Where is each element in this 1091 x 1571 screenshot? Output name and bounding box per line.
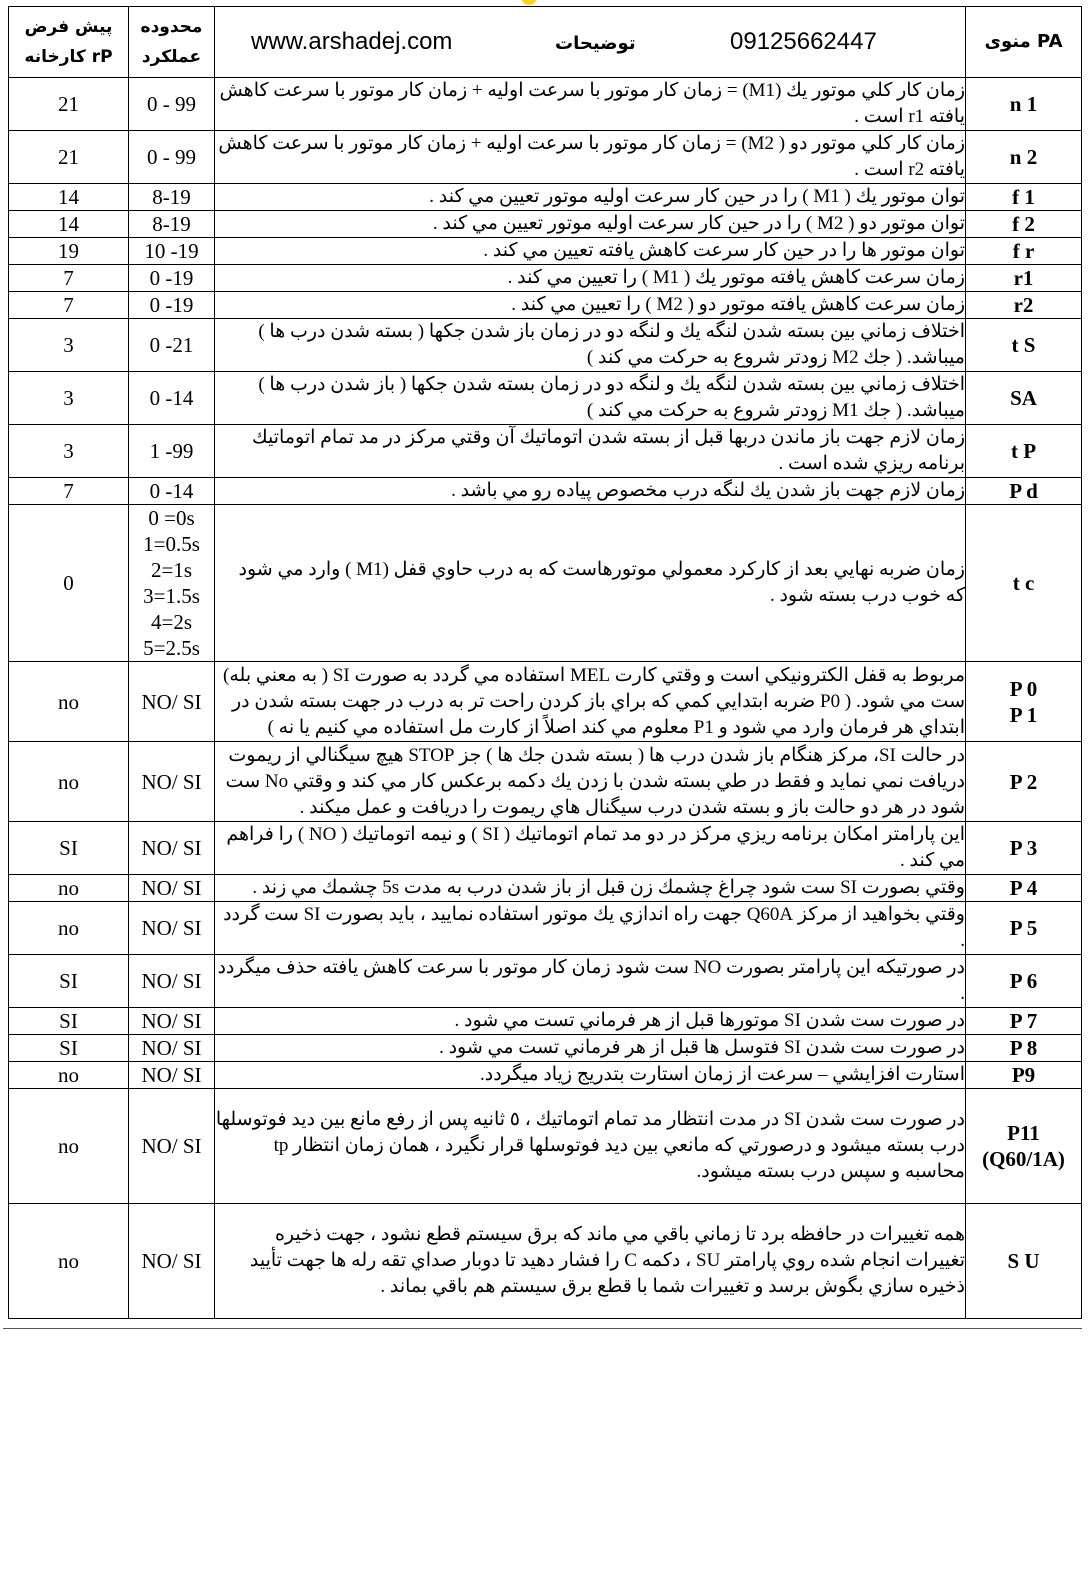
range-list-item: 0 =0s — [148, 506, 195, 530]
footer-divider — [3, 1328, 1082, 1329]
description-cell: اين پارامتر امكان برنامه ريزي مركز در دو مد تمام اتوماتيك ( SI ) و نيمه اتوماتيك ( NO ) را فراهم مي كند . — [215, 822, 966, 875]
menu-code-cell — [966, 1035, 1082, 1062]
table-row — [9, 265, 1082, 292]
menu-code-cell — [966, 184, 1082, 211]
default-cell: no — [9, 1089, 129, 1204]
range-list — [129, 505, 214, 661]
menu-code: S U — [1007, 1249, 1040, 1273]
header-range — [129, 7, 215, 78]
menu-code-cell — [966, 1089, 1082, 1204]
table-row — [9, 902, 1082, 955]
default-cell: no — [9, 875, 129, 902]
description-cell: زمان سرعت كاهش يافته موتور دو ( M2 ) را تعيين مي كند . — [215, 292, 966, 319]
menu-code-cell — [966, 822, 1082, 875]
menu-code-cell — [966, 662, 1082, 742]
menu-code-cell — [966, 1204, 1082, 1319]
table-body — [9, 78, 1082, 1319]
table-row — [9, 822, 1082, 875]
default-cell: 14 — [9, 184, 129, 211]
header-default-line2: کارخانه rP — [24, 47, 113, 67]
table-row — [9, 1089, 1082, 1204]
range-cell: NO/ SI — [129, 1089, 215, 1204]
range-cell: NO/ SI — [129, 822, 215, 875]
table-row — [9, 319, 1082, 372]
range-cell: NO/ SI — [129, 1035, 215, 1062]
menu-code: P 5 — [1009, 916, 1038, 940]
menu-code: f r — [1012, 239, 1035, 263]
description-cell: توان موتور دو ( M2 ) را در حين كار سرعت اوليه موتور تعيين مي كند . — [215, 211, 966, 238]
description-cell: در صورتيكه اين پارامتر بصورت NO ست شود زمان كار موتور با سرعت كاهش يافته حذف ميگردد . — [215, 955, 966, 1008]
parameter-table — [8, 6, 1082, 1319]
table-row — [9, 505, 1082, 662]
default-cell: SI — [9, 1035, 129, 1062]
range-cell: NO/ SI — [129, 1062, 215, 1089]
range-cell: NO/ SI — [129, 1204, 215, 1319]
range-list-item: 1=0.5s — [143, 532, 200, 556]
description-cell: در حالت SI، مركز هنگام باز شدن درب ها ( بسته شدن جك ها ) جز STOP هيچ سيگنالي از ريموت دريافت نمي نمايد و فقط در طي بسته شدن با زدن يك دكمه برعكس كار مي كند و وقتي No ست شود در هر دو حالت باز و بسته شدن درب سيگنال هاي ريموت را دريافت و عمل ميكند . — [215, 742, 966, 822]
menu-code-cell — [966, 131, 1082, 184]
menu-code-cell — [966, 1062, 1082, 1089]
table-row — [9, 211, 1082, 238]
menu-code-secondary: P 1 — [1009, 702, 1038, 727]
header-row — [9, 7, 1082, 78]
menu-code: P 6 — [1009, 969, 1038, 993]
range-cell: NO/ SI — [129, 662, 215, 742]
table-row — [9, 425, 1082, 478]
menu-code: r2 — [1013, 293, 1034, 317]
menu-code-cell — [966, 372, 1082, 425]
default-cell: no — [9, 1204, 129, 1319]
range-cell: NO/ SI — [129, 875, 215, 902]
menu-code: n 1 — [1009, 92, 1038, 116]
default-cell: 7 — [9, 292, 129, 319]
menu-code: P 0 — [1009, 676, 1038, 701]
description-cell: مربوط به قفل الكترونيكي است و وقتي كارت MEL استفاده مي گردد به صورت SI ( به معني بله) ست مي شود. ( P0 ضربه ابتدايي كمي كه براي باز كردن راحت تر به درب در جهت بسته شدن در ابتداي هر فرمان وارد مي شود و P1 معلوم مي كند اصلاً از كارت مل استفاده مي كنيم يا نه ) — [215, 662, 966, 742]
description-cell: همه تغييرات در حافظه برد تا زماني باقي مي ماند كه برق سيستم قطع نشود ، جهت ذخيره تغييرات انجام شده روي پارامتر SU ، دكمه C را فشار دهيد تا دوبار صداي تقه رله ها جهت تأييد ذخيره سازي بگوش برسد و تغييرات شما با قطع برق سيستم هم باقي بماند . — [215, 1204, 966, 1319]
range-cell: 1 -99 — [129, 425, 215, 478]
table-row — [9, 875, 1082, 902]
decorative-dot — [522, 0, 536, 5]
range-cell: 0 -14 — [129, 372, 215, 425]
menu-code-cell — [966, 265, 1082, 292]
menu-code-cell — [966, 1008, 1082, 1035]
range-cell: 0 - 99 — [129, 78, 215, 131]
range-cell: NO/ SI — [129, 902, 215, 955]
description-cell: زمان كار كلي موتور يك (M1) = زمان كار موتور با سرعت اوليه + زمان كار موتور با سرعت كاهش يافته r1 است . — [215, 78, 966, 131]
menu-code-cell — [966, 478, 1082, 505]
default-cell: no — [9, 1062, 129, 1089]
table-row — [9, 1204, 1082, 1319]
header-default-line1: پیش فرض — [24, 17, 113, 37]
description-cell: در صورت ست شدن SI در مدت انتظار مد تمام اتوماتيك ، ٥ ثانيه پس از رفع مانع بين ديد فوتوسلها درب بسته ميشود و درصورتي كه مانعي بين ديد فوتوسلها قرار نگيرد ، همان زمان انتظار tp محاسبه و سپس درب بسته ميشود. — [215, 1089, 966, 1204]
description-cell: زمان لازم جهت باز ماندن دربها قبل از بسته شدن اتوماتيك آن وقتي مركز در مد تمام اتوماتيك برنامه ريزي شده است . — [215, 425, 966, 478]
description-cell: در صورت ست شدن SI موتورها قبل از هر فرماني تست مي شود . — [215, 1008, 966, 1035]
menu-code: t P — [1010, 439, 1037, 463]
default-cell: 0 — [9, 505, 129, 662]
range-list-item: 5=2.5s — [143, 636, 200, 660]
description-cell: استارت افزايشي – سرعت از زمان استارت بتدريج زياد ميگردد. — [215, 1062, 966, 1089]
range-cell: 0 -21 — [129, 319, 215, 372]
menu-code-cell — [966, 955, 1082, 1008]
menu-code-cell — [966, 425, 1082, 478]
header-menu: منوی PA — [966, 7, 1082, 78]
default-cell: 7 — [9, 265, 129, 292]
range-cell — [129, 505, 215, 662]
default-cell: no — [9, 662, 129, 742]
description-cell: زمان سرعت كاهش يافته موتور يك ( M1 ) را تعيين مي كند . — [215, 265, 966, 292]
default-cell: 21 — [9, 131, 129, 184]
menu-code-cell — [966, 211, 1082, 238]
menu-code-cell — [966, 319, 1082, 372]
table-row — [9, 955, 1082, 1008]
menu-code: P9 — [1011, 1063, 1036, 1087]
menu-code: t c — [1012, 571, 1035, 595]
menu-code: P 2 — [1009, 769, 1038, 794]
default-cell: 19 — [9, 238, 129, 265]
default-cell: 14 — [9, 211, 129, 238]
menu-code: n 2 — [1009, 145, 1038, 169]
menu-code: t S — [1011, 333, 1036, 357]
table-row — [9, 372, 1082, 425]
menu-code: SA — [1010, 386, 1037, 410]
range-cell: NO/ SI — [129, 955, 215, 1008]
description-cell: اختلاف زماني بين بسته شدن لنگه يك و لنگه دو در زمان بسته شدن جكها ( باز شدن درب ها ) ميباشد. ( جك M1 زودتر شروع به حركت مي كند ) — [215, 372, 966, 425]
menu-code: P 8 — [1009, 1036, 1038, 1060]
default-cell: SI — [9, 1008, 129, 1035]
range-list-item: 4=2s — [150, 610, 192, 634]
header-range-line2: عملکرد — [141, 47, 202, 67]
menu-code: P 3 — [1009, 836, 1038, 860]
menu-code-cell — [966, 292, 1082, 319]
range-list-item: 3=1.5s — [143, 584, 200, 608]
table-row — [9, 662, 1082, 742]
default-cell: 3 — [9, 425, 129, 478]
description-cell: زمان ضربه نهايي بعد از كاركرد معمولي موتورهاست كه به درب حاوي قفل (M1 ) وارد مي شود كه خوب درب بسته شود . — [215, 505, 966, 662]
table-row — [9, 292, 1082, 319]
menu-code-cell — [966, 238, 1082, 265]
default-cell: SI — [9, 822, 129, 875]
phone-number: 09125662447 — [730, 28, 877, 55]
table-row — [9, 78, 1082, 131]
header-range-line1: محدوده — [140, 17, 203, 37]
range-cell: 8-19 — [129, 211, 215, 238]
default-cell: 3 — [9, 319, 129, 372]
menu-code: f 2 — [1012, 212, 1035, 236]
menu-code: P11 — [1007, 1121, 1040, 1145]
description-cell: زمان لازم جهت باز شدن يك لنگه درب مخصوص پياده رو مي باشد . — [215, 478, 966, 505]
table-row — [9, 742, 1082, 822]
menu-code: P 4 — [1009, 876, 1038, 900]
description-cell: توان موتور ها را در حين كار سرعت كاهش يافته تعيين مي كند . — [215, 238, 966, 265]
range-cell: 0 -14 — [129, 478, 215, 505]
range-cell: 10 -19 — [129, 238, 215, 265]
table-row — [9, 1062, 1082, 1089]
range-cell: 0 -19 — [129, 292, 215, 319]
range-list-item: 2=1s — [150, 558, 192, 582]
default-cell: 7 — [9, 478, 129, 505]
range-cell: 8-19 — [129, 184, 215, 211]
menu-code-cell — [966, 902, 1082, 955]
menu-code: P d — [1009, 479, 1038, 503]
menu-code-cell — [966, 875, 1082, 902]
description-cell: توان موتور يك ( M1 ) را در حين كار سرعت اوليه موتور تعيين مي كند . — [215, 184, 966, 211]
website-text: www.arshadej.com — [251, 28, 453, 55]
menu-code: P 7 — [1009, 1009, 1038, 1033]
table-row — [9, 238, 1082, 265]
table-row — [9, 131, 1082, 184]
description-cell: وقتي بصورت SI ست شود چراغ چشمك زن قبل از باز شدن درب به مدت 5s چشمك مي زند . — [215, 875, 966, 902]
default-cell: no — [9, 902, 129, 955]
description-title: توضيحات — [555, 33, 636, 54]
default-cell: SI — [9, 955, 129, 1008]
menu-code-cell — [966, 505, 1082, 662]
range-cell: NO/ SI — [129, 1008, 215, 1035]
description-cell: اختلاف زماني بين بسته شدن لنگه يك و لنگه دو در زمان باز شدن جكها ( بسته شدن درب ها ) ميباشد. ( جك M2 زودتر شروع به حركت مي كند ) — [215, 319, 966, 372]
table-row — [9, 1008, 1082, 1035]
menu-code-cell — [966, 742, 1082, 822]
menu-code: f 1 — [1012, 185, 1035, 209]
range-cell: 0 -19 — [129, 265, 215, 292]
range-cell: NO/ SI — [129, 742, 215, 822]
menu-code-secondary: (Q60/1A) — [982, 1147, 1065, 1171]
table-row — [9, 184, 1082, 211]
header-description — [215, 7, 966, 78]
menu-code: r1 — [1013, 266, 1034, 290]
description-cell: زمان كار كلي موتور دو ( M2) = زمان كار موتور با سرعت اوليه + زمان كار موتور با سرعت كاهش يافته r2 است . — [215, 131, 966, 184]
menu-code-cell — [966, 78, 1082, 131]
description-cell: وقتي بخواهيد از مركز Q60A جهت راه اندازي يك موتور استفاده نماييد ، بايد بصورت SI ست گردد . — [215, 902, 966, 955]
default-cell: 3 — [9, 372, 129, 425]
header-default — [9, 7, 129, 78]
default-cell: no — [9, 742, 129, 822]
description-cell: در صورت ست شدن SI فتوسل ها قبل از هر فرماني تست مي شود . — [215, 1035, 966, 1062]
default-cell: 21 — [9, 78, 129, 131]
table-row — [9, 1035, 1082, 1062]
range-cell: 0 - 99 — [129, 131, 215, 184]
table-row — [9, 478, 1082, 505]
